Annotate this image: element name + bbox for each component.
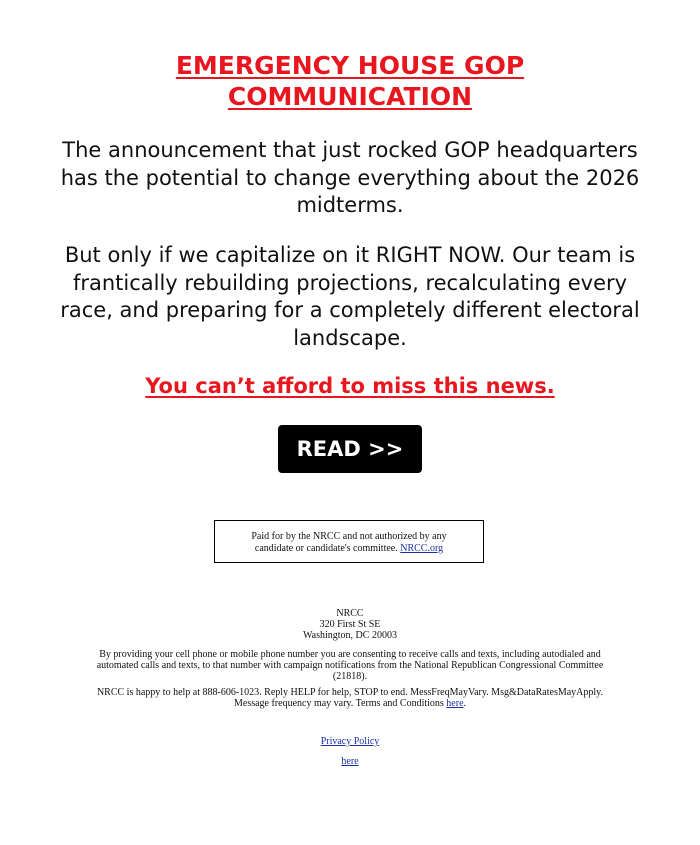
intro-paragraph: The announcement that just rocked GOP headquarters has the potential to change everything about the 2026 midterms. xyxy=(60,138,640,217)
sms-consent-text: By providing your cell phone or mobile phone number you are consenting to receive calls and texts, including autodialed and automated calls and texts, to that number with campaign notifications from the National Republican Congressional Committee (21818). xyxy=(96,649,604,682)
help-text-suffix: . xyxy=(463,698,467,709)
privacy-policy-link[interactable]: Privacy Policy xyxy=(320,736,380,747)
disclaimer-line-2-text: candidate or candidate's committee. xyxy=(254,543,401,554)
address-city: Washington, DC 20003 xyxy=(303,630,397,641)
disclaimer-line-1: Paid for by the NRCC and not authorized by any xyxy=(251,531,447,542)
unsubscribe-row xyxy=(90,756,610,767)
terms-here-link[interactable]: here xyxy=(446,698,464,709)
disclaimer-line-2 xyxy=(215,543,483,555)
privacy-row xyxy=(90,736,610,747)
alert-link[interactable]: You can’t afford to miss this news. xyxy=(145,374,555,398)
nrcc-org-link[interactable]: NRCC.org xyxy=(400,543,444,554)
help-text-body: NRCC is happy to help at 888-606-1023. Reply HELP for help, STOP to end. MessFreqMayVary. Msg&DataRatesMayApply. Message frequency may vary. Terms and Conditions xyxy=(96,687,604,709)
read-button[interactable]: READ >> xyxy=(278,425,422,473)
headline-line-2: COMMUNICATION xyxy=(227,82,473,111)
paid-for-disclaimer xyxy=(214,520,484,563)
address-name: NRCC xyxy=(336,608,364,619)
help-text xyxy=(90,687,610,709)
headline-line-1: EMERGENCY HOUSE GOP xyxy=(175,51,525,80)
here-link[interactable]: here xyxy=(341,756,359,767)
mailing-address xyxy=(90,608,610,641)
urgency-paragraph: But only if we capitalize on it RIGHT NOW. Our team is frantically rebuilding projections, recalculating every race, and preparing for a completely different electoral landscape. xyxy=(60,243,640,350)
headline xyxy=(0,50,700,112)
address-street: 320 First St SE xyxy=(319,619,381,630)
